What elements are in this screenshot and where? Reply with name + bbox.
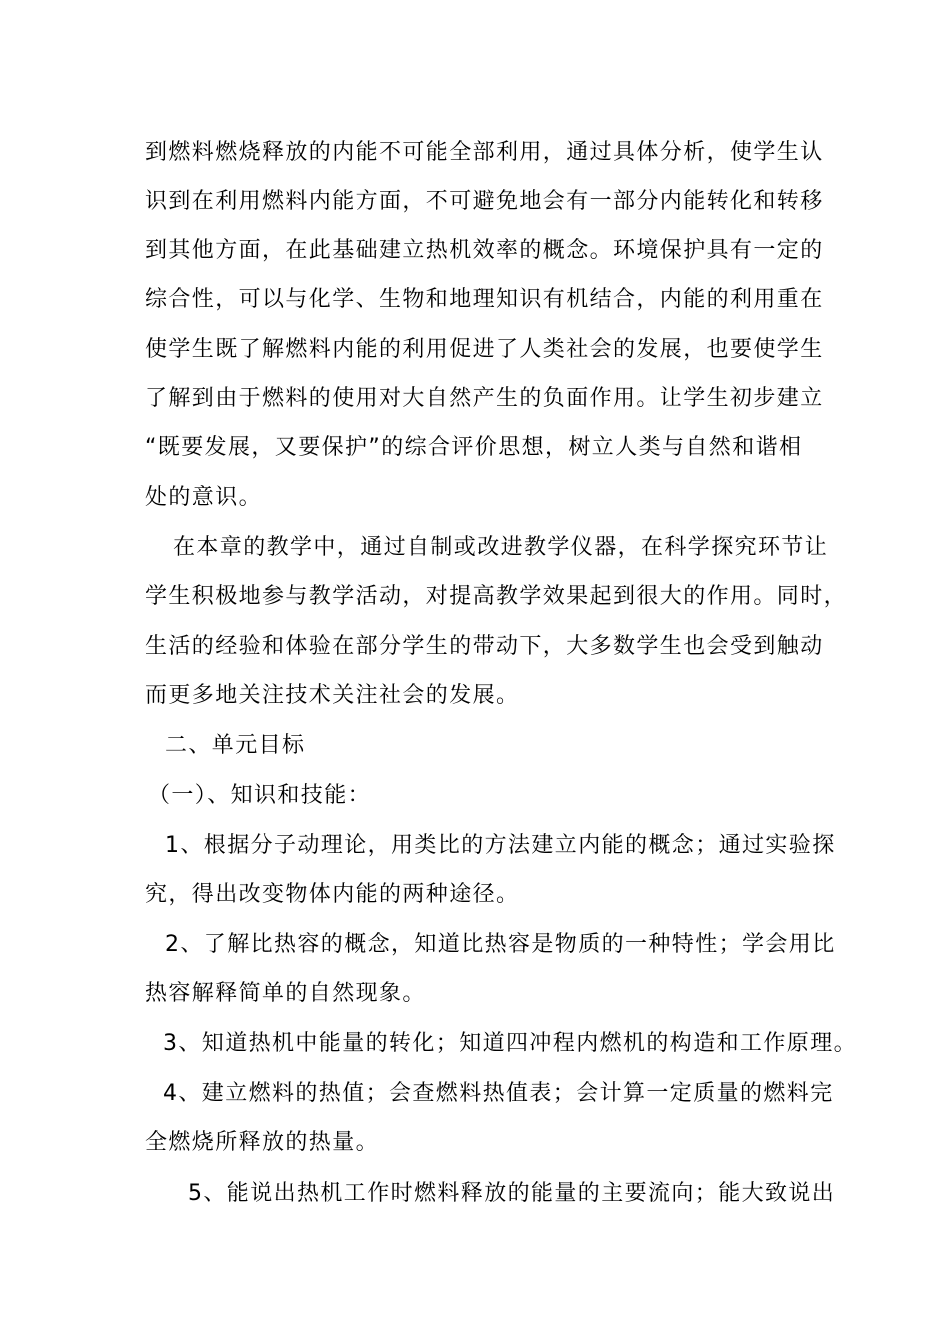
text-line: 处的意识。 bbox=[145, 485, 263, 510]
paragraph-first-line: 在本章的教学中，通过自制或改进教学仪器，在科学探究环节让 bbox=[173, 535, 829, 560]
list-item-5: 5、能说出热机工作时燃料释放的能量的主要流向；能大致说出 bbox=[188, 1181, 836, 1206]
text-line: 而更多地关注技术关注社会的发展。 bbox=[145, 683, 520, 708]
text-line: “既要发展，又要保护”的综合评价思想，树立人类与自然和谐相 bbox=[145, 435, 803, 460]
list-item-1: 1、根据分子动理论，用类比的方法建立内能的概念；通过实验探 bbox=[165, 833, 836, 858]
list-item-3: 3、知道热机中能量的转化；知道四冲程内燃机的构造和工作原理。 bbox=[163, 1031, 857, 1056]
text-line: 生活的经验和体验在部分学生的带动下，大多数学生也会受到触动 bbox=[145, 634, 824, 659]
list-item-2-cont: 热容解释简单的自然现象。 bbox=[145, 981, 426, 1006]
text-line: 到其他方面，在此基础建立热机效率的概念。环境保护具有一定的 bbox=[145, 238, 824, 263]
section-heading: 二、单元目标 bbox=[165, 733, 306, 758]
text-line: 识到在利用燃料内能方面，不可避免地会有一部分内能转化和转移 bbox=[145, 189, 824, 214]
text-line: 了解到由于燃料的使用对大自然产生的负面作用。让学生初步建立 bbox=[145, 386, 824, 411]
list-item-1-cont: 究，得出改变物体内能的两种途径。 bbox=[145, 882, 520, 907]
text-line: 使学生既了解燃料内能的利用促进了人类社会的发展，也要使学生 bbox=[145, 337, 824, 362]
list-item-4-cont: 全燃烧所释放的热量。 bbox=[145, 1130, 380, 1155]
text-line: 综合性，可以与化学、生物和地理知识有机结合，内能的利用重在 bbox=[145, 287, 824, 312]
list-item-4: 4、建立燃料的热值；会查燃料热值表；会计算一定质量的燃料完 bbox=[163, 1081, 834, 1106]
text-line: 学生积极地参与教学活动，对提高教学效果起到很大的作用。同时， bbox=[145, 584, 848, 609]
subsection-heading: （一）、知识和技能： bbox=[148, 783, 372, 808]
list-item-2: 2、了解比热容的概念，知道比热容是物质的一种特性；学会用比 bbox=[165, 932, 836, 957]
text-line: 到燃料燃烧释放的内能不可能全部利用，通过具体分析，使学生认 bbox=[145, 140, 824, 165]
